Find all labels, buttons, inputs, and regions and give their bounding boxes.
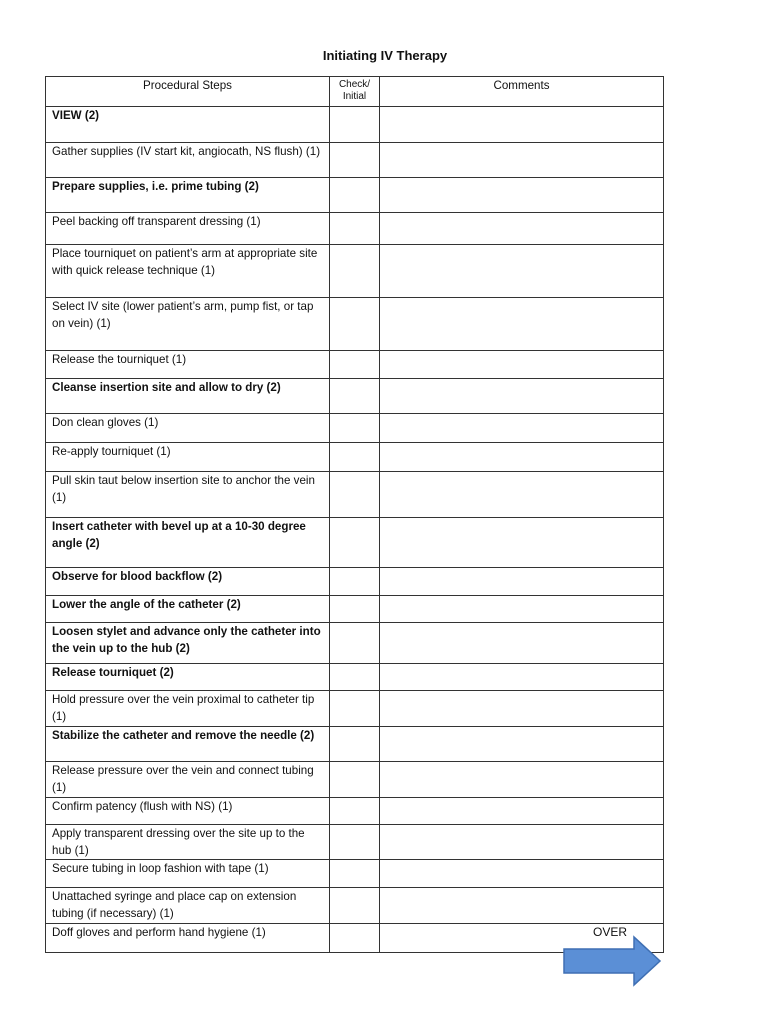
table-row — [46, 825, 664, 860]
check-initial-cell[interactable] — [330, 924, 380, 953]
table-row — [46, 379, 664, 414]
check-initial-cell[interactable] — [330, 664, 380, 691]
procedural-step: Cleanse insertion site and allow to dry (2) — [46, 379, 330, 414]
comments-cell[interactable] — [380, 443, 664, 472]
check-initial-cell[interactable] — [330, 727, 380, 762]
comments-cell[interactable] — [380, 107, 664, 143]
check-initial-cell[interactable] — [330, 245, 380, 298]
procedural-step: Doff gloves and perform hand hygiene (1) — [46, 924, 330, 953]
check-initial-cell[interactable] — [330, 860, 380, 888]
comments-cell[interactable] — [380, 298, 664, 351]
procedural-step: Insert catheter with bevel up at a 10-30 degree angle (2) — [46, 518, 330, 568]
procedural-step: Prepare supplies, i.e. prime tubing (2) — [46, 178, 330, 213]
header-comments: Comments — [380, 77, 664, 107]
procedural-step: Hold pressure over the vein proximal to catheter tip (1) — [46, 691, 330, 727]
procedural-step: Lower the angle of the catheter (2) — [46, 596, 330, 623]
comments-cell[interactable] — [380, 568, 664, 596]
comments-cell[interactable] — [380, 596, 664, 623]
comments-cell[interactable] — [380, 351, 664, 379]
table-row — [46, 691, 664, 727]
check-initial-cell[interactable] — [330, 568, 380, 596]
table-row — [46, 143, 664, 178]
check-initial-cell[interactable] — [330, 107, 380, 143]
table-row — [46, 245, 664, 298]
table-row — [46, 568, 664, 596]
right-arrow-icon[interactable] — [562, 935, 662, 987]
procedural-step: Release the tourniquet (1) — [46, 351, 330, 379]
table-row — [46, 298, 664, 351]
procedural-step: Don clean gloves (1) — [46, 414, 330, 443]
comments-cell[interactable] — [380, 518, 664, 568]
procedural-step: Observe for blood backflow (2) — [46, 568, 330, 596]
procedure-checklist-table — [45, 76, 664, 953]
check-initial-cell[interactable] — [330, 472, 380, 518]
check-initial-cell[interactable] — [330, 414, 380, 443]
check-initial-cell[interactable] — [330, 143, 380, 178]
check-initial-cell[interactable] — [330, 351, 380, 379]
comments-cell[interactable] — [380, 825, 664, 860]
procedural-step: Re-apply tourniquet (1) — [46, 443, 330, 472]
page-title: Initiating IV Therapy — [322, 48, 448, 63]
comments-cell[interactable] — [380, 623, 664, 664]
procedural-step: Release tourniquet (2) — [46, 664, 330, 691]
table-row — [46, 664, 664, 691]
check-initial-cell[interactable] — [330, 762, 380, 798]
check-initial-cell[interactable] — [330, 213, 380, 245]
table-row — [46, 472, 664, 518]
comments-cell[interactable] — [380, 178, 664, 213]
over-label: OVER — [592, 925, 627, 939]
procedural-step: Gather supplies (IV start kit, angiocath, NS flush) (1) — [46, 143, 330, 178]
procedural-step: Stabilize the catheter and remove the needle (2) — [46, 727, 330, 762]
check-initial-cell[interactable] — [330, 596, 380, 623]
comments-cell[interactable] — [380, 379, 664, 414]
table-row — [46, 213, 664, 245]
procedural-step: Release pressure over the vein and connect tubing (1) — [46, 762, 330, 798]
comments-cell[interactable] — [380, 860, 664, 888]
procedural-step: Loosen stylet and advance only the catheter into the vein up to the hub (2) — [46, 623, 330, 664]
check-initial-cell[interactable] — [330, 518, 380, 568]
check-initial-cell[interactable] — [330, 178, 380, 213]
procedural-step: Pull skin taut below insertion site to anchor the vein (1) — [46, 472, 330, 518]
header-check-initial: Check/ Initial — [330, 77, 380, 107]
comments-cell[interactable] — [380, 888, 664, 924]
procedural-step: Place tourniquet on patient’s arm at appropriate site with quick release technique (1) — [46, 245, 330, 298]
table-row — [46, 798, 664, 825]
check-initial-cell[interactable] — [330, 888, 380, 924]
procedural-step: Select IV site (lower patient’s arm, pump fist, or tap on vein) (1) — [46, 298, 330, 351]
check-initial-cell[interactable] — [330, 798, 380, 825]
procedural-step: Secure tubing in loop fashion with tape (1) — [46, 860, 330, 888]
comments-cell[interactable] — [380, 414, 664, 443]
comments-cell[interactable] — [380, 727, 664, 762]
check-initial-cell[interactable] — [330, 825, 380, 860]
table-row — [46, 888, 664, 924]
procedural-step: Unattached syringe and place cap on extension tubing (if necessary) (1) — [46, 888, 330, 924]
comments-cell[interactable] — [380, 245, 664, 298]
table-row — [46, 414, 664, 443]
table-row — [46, 623, 664, 664]
procedural-step: Apply transparent dressing over the site up to the hub (1) — [46, 825, 330, 860]
comments-cell[interactable] — [380, 143, 664, 178]
check-initial-cell[interactable] — [330, 443, 380, 472]
header-procedural-steps: Procedural Steps — [46, 77, 330, 107]
comments-cell[interactable] — [380, 762, 664, 798]
table-row — [46, 727, 664, 762]
table-row — [46, 596, 664, 623]
check-initial-cell[interactable] — [330, 691, 380, 727]
table-row — [46, 351, 664, 379]
comments-cell[interactable] — [380, 664, 664, 691]
procedural-step: VIEW (2) — [46, 107, 330, 143]
table-row — [46, 860, 664, 888]
table-row — [46, 107, 664, 143]
check-initial-cell[interactable] — [330, 298, 380, 351]
check-initial-cell[interactable] — [330, 623, 380, 664]
procedural-step: Peel backing off transparent dressing (1) — [46, 213, 330, 245]
table-row — [46, 178, 664, 213]
table-row — [46, 518, 664, 568]
comments-cell[interactable] — [380, 798, 664, 825]
table-row — [46, 443, 664, 472]
table-row — [46, 762, 664, 798]
check-initial-cell[interactable] — [330, 379, 380, 414]
comments-cell[interactable] — [380, 691, 664, 727]
procedural-step: Confirm patency (flush with NS) (1) — [46, 798, 330, 825]
comments-cell[interactable] — [380, 472, 664, 518]
comments-cell[interactable] — [380, 213, 664, 245]
